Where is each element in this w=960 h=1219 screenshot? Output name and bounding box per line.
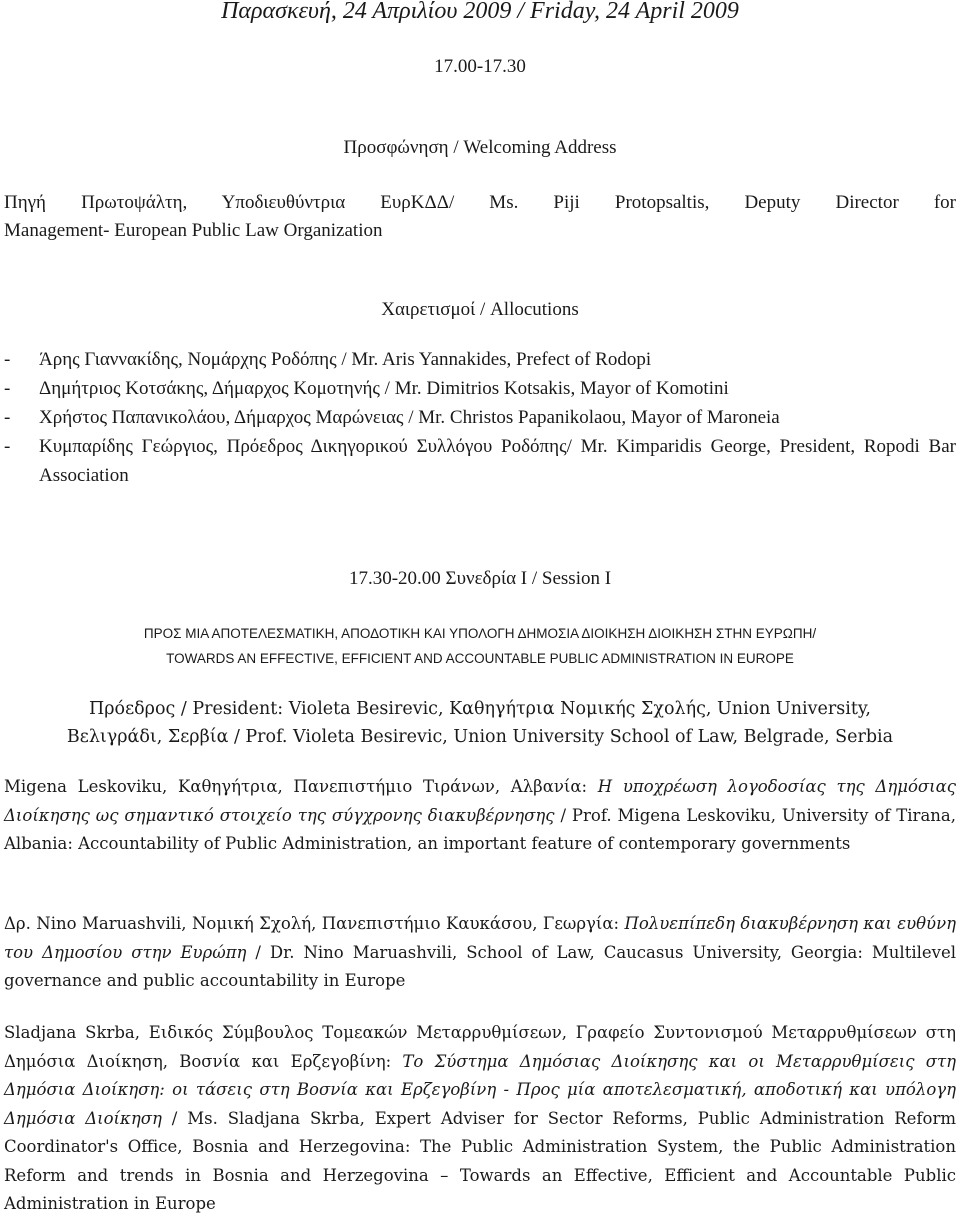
talk-title-greek: Η υποχρέωση λογοδοσίας της Δημόσιας Διοίκησης ως σημαντικό στοιχείο της σύγχρονης διακυβέρνησης	[4, 777, 956, 825]
opening-time: 17.00-17.30	[434, 56, 526, 77]
session-title: 17.30-20.00 Συνεδρία I / Session I	[348, 568, 612, 589]
allocution-text: Δημήτριος Κοτσάκης, Δήμαρχος Κομοτηνής / Mr. Dimitrios Kotsakis, Mayor of Komotini	[39, 378, 729, 399]
allocutions-title: Χαιρετισμοί / Allocutions	[381, 299, 579, 320]
welcoming-speaker	[4, 189, 956, 245]
talk-details-english: / Prof. Migena Leskoviku, University of Tirana, Albania: Accountability of Public Administration, an important feature of contemporary governments	[4, 805, 956, 853]
allocution-text: Χρήστος Παπανικολάου, Δήμαρχος Μαρώνειας / Mr. Christos Papanikolaou, Mayor of Maroneia	[39, 407, 780, 428]
talk-speaker: Δρ. Nino Maruashvili, Νομική Σχολή, Πανεπιστήμιο Καυκάσου, Γεωργία:	[4, 914, 625, 933]
talk-details-english: / Dr. Nino Maruashvili, School of Law, Caucasus University, Georgia: Multilevel governance and public accountability in Europe	[4, 942, 957, 990]
bullet-dash: -	[4, 407, 11, 428]
list-item	[4, 345, 956, 374]
talk-details-english: / Ms. Sladjana Skrba, Expert Adviser for Sector Reforms, Public Administration Reform Coordinator's Office, Bosnia and Herzegovina: The Public Administration System, the Public Administration Reform and trends in Bosnia and Herzegovina – Towards an Effective, Efficient and Accountable Public Administration in Europe	[4, 1108, 956, 1213]
list-item	[4, 403, 956, 432]
allocution-text: Κυμπαρίδης Γεώργιος, Πρόεδρος Δικηγορικού Συλλόγου Ροδόπης/ Mr. Kimparidis George, President, Ropodi Bar Association	[39, 436, 956, 486]
bullet-dash: -	[4, 436, 11, 457]
talk-title-greek: Πολυεπίπεδη διακυβέρνηση και ευθύνη του Δημοσίου στην Ευρώπη	[4, 914, 956, 962]
talk-maruashvili	[4, 910, 956, 996]
bullet-dash: -	[4, 378, 11, 399]
talk-speaker: Migena Leskoviku, Καθηγήτρια, Πανεπιστήμιο Τιράνων, Αλβανία:	[4, 777, 598, 796]
session-president-line-2: Βελιγράδι, Σερβία / Prof. Violeta Besirevic, Union University School of Law, Belgrade, Serbia	[66, 727, 894, 747]
session-president-line-1: Πρόεδρος / President: Violeta Besirevic, Καθηγήτρια Νομικής Σχολής, Union University,	[89, 699, 871, 719]
list-item	[4, 432, 956, 490]
welcoming-speaker-line-2: Management- European Public Law Organization	[4, 220, 383, 241]
session-subtitle-greek: ΠΡΟΣ ΜΙΑ ΑΠΟΤΕΛΕΣΜΑΤΙΚΗ, ΑΠΟΔΟΤΙΚΗ ΚΑΙ ΥΠΟΛΟΓΗ ΔΗΜΟΣΙΑ ΔΙΟΙΚΗΣΗ ΔΙΟΙΚΗΣΗ ΣΤΗΝ ΕΥΡΩΠΗ/	[143, 626, 817, 641]
list-item	[4, 374, 956, 403]
talk-speaker: Sladjana Skrba, Ειδικός Σύμβουλος Τομεακών Μεταρρυθμίσεων, Γραφείο Συντονισμού Μεταρρυθμίσεων στη Δημόσια Διοίκηση, Βοσνία και Ερζεγοβίνη:	[4, 1023, 956, 1071]
talk-title-greek: Το Σύστημα Δημόσιας Διοίκησης και οι Μεταρρυθμίσεις στη Δημόσια Διοίκηση: οι τάσεις στη Βοσνία και Ερζεγοβίνη - Προς μία αποτελεσματική, αποδοτική και υπόλογη Δημόσια Διοίκηση	[4, 1051, 956, 1128]
bullet-dash: -	[4, 349, 11, 370]
talk-leskoviku	[4, 773, 956, 859]
allocutions-list	[4, 345, 956, 490]
talk-skrba	[4, 1019, 956, 1219]
welcoming-title: Προσφώνηση / Welcoming Address	[343, 137, 617, 158]
allocution-text: Άρης Γιαννακίδης, Νομάρχης Ροδόπης / Mr. Aris Yannakides, Prefect of Rodopi	[39, 349, 652, 370]
session-subtitle-english: TOWARDS AN EFFECTIVE, EFFICIENT AND ACCOUNTABLE PUBLIC ADMINISTRATION IN EUROPE	[166, 651, 794, 666]
date-heading: Παρασκευή, 24 Απριλίου 2009 / Friday, 24 April 2009	[221, 0, 739, 24]
welcoming-speaker-line-1: Πηγή Πρωτοψάλτη, Υποδιευθύντρια ΕυρΚΔΔ/ Ms. Piji Protopsaltis, Deputy Director for	[4, 192, 956, 213]
